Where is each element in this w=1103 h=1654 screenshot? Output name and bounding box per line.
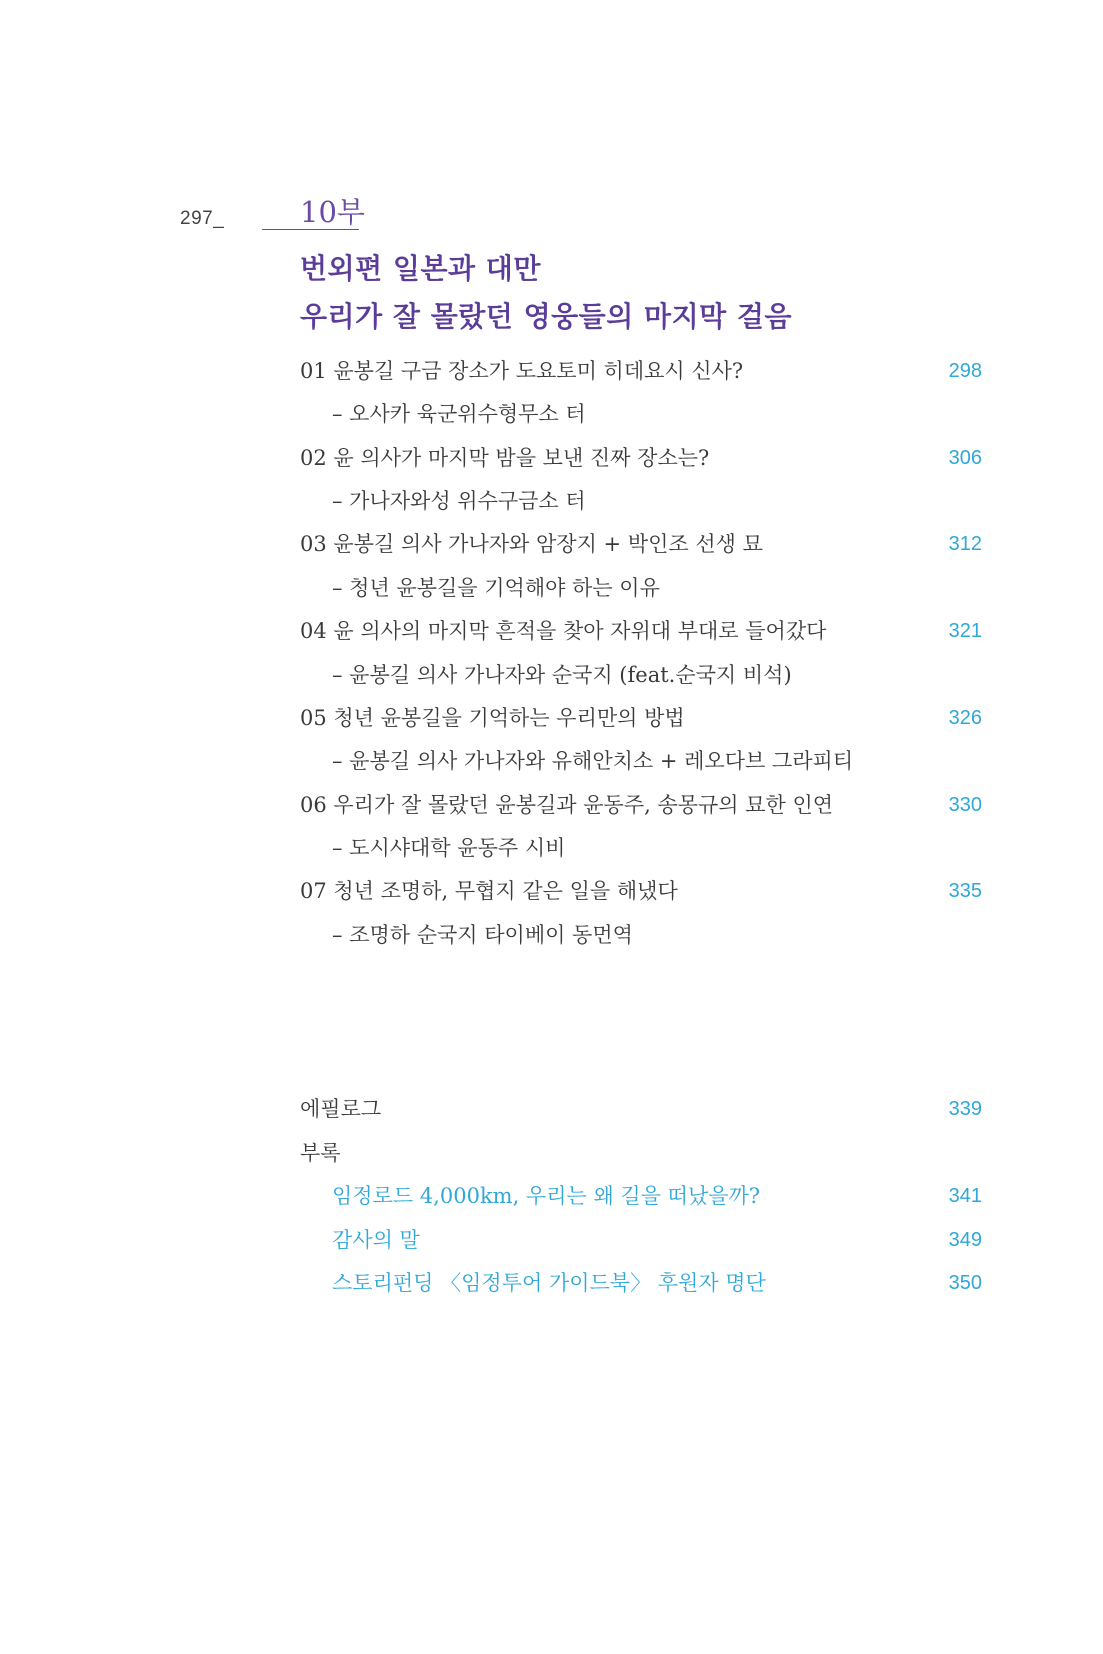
toc-entry-page: 339 <box>948 1098 982 1120</box>
toc-entry-page: 321 <box>948 620 982 642</box>
toc-entry-06[interactable] <box>300 790 982 820</box>
toc-entry-title: 04 윤 의사의 마지막 흔적을 찾아 자위대 부대로 들어갔다 <box>300 619 827 643</box>
toc-appendix-item-3[interactable] <box>300 1268 982 1298</box>
toc-entry-title: 에필로그 <box>300 1097 382 1121</box>
toc-entry-subtitle-07 <box>300 920 982 950</box>
toc-entry-subtitle: – 청년 윤봉길을 기억해야 하는 이유 <box>332 576 660 600</box>
toc-entry-page: 349 <box>948 1229 982 1251</box>
toc-entry-subtitle: – 윤봉길 의사 가나자와 유해안치소 + 레오다브 그라피티 <box>332 749 854 773</box>
toc-entry-title: 07 청년 조명하, 무협지 같은 일을 해냈다 <box>300 879 678 903</box>
toc-entry-03[interactable] <box>300 529 982 559</box>
toc-appendix-item-1[interactable] <box>300 1181 982 1211</box>
toc-entry-title: 03 윤봉길 의사 가나자와 암장지 + 박인조 선생 묘 <box>300 532 763 556</box>
toc-entry-title: 06 우리가 잘 몰랐던 윤봉길과 윤동주, 송몽규의 묘한 인연 <box>300 793 834 817</box>
toc-entry-title: 감사의 말 <box>332 1228 420 1252</box>
toc-entry-page: 306 <box>948 447 982 469</box>
toc-entry-07[interactable] <box>300 876 982 906</box>
toc-appendix-label <box>300 1138 982 1168</box>
toc-entry-subtitle: – 가나자와성 위수구금소 터 <box>332 489 586 513</box>
part-label: 10부 <box>300 195 365 229</box>
toc-entry-subtitle-05 <box>300 746 982 776</box>
toc-entry-page: 341 <box>948 1185 982 1207</box>
toc-entry-title: 05 청년 윤봉길을 기억하는 우리만의 방법 <box>300 706 685 730</box>
toc-entry-title: 02 윤 의사가 마지막 밤을 보낸 진짜 장소는? <box>300 446 710 470</box>
part-title <box>300 245 792 341</box>
toc-entry-epilogue[interactable] <box>300 1094 982 1124</box>
toc-entry-page: 312 <box>948 533 982 555</box>
toc-entry-subtitle: – 도시샤대학 윤동주 시비 <box>332 836 566 860</box>
page-marker: 297_ <box>180 208 225 229</box>
toc-entry-subtitle-04 <box>300 660 982 690</box>
toc-entry-01[interactable] <box>300 356 982 386</box>
toc-entry-page: 335 <box>948 880 982 902</box>
toc-entry-subtitle: – 윤봉길 의사 가나자와 순국지 (feat.순국지 비석) <box>332 663 792 687</box>
toc-entry-subtitle-02 <box>300 486 982 516</box>
toc-entry-05[interactable] <box>300 703 982 733</box>
toc-entry-subtitle-01 <box>300 399 982 429</box>
toc-entry-subtitle: – 조명하 순국지 타이베이 동먼역 <box>332 923 633 947</box>
toc-entry-page: 330 <box>948 794 982 816</box>
toc-entry-page: 350 <box>948 1272 982 1294</box>
toc-entry-page: 326 <box>948 707 982 729</box>
toc-entry-title: 01 윤봉길 구금 장소가 도요토미 히데요시 신사? <box>300 359 744 383</box>
toc-entry-title: 스토리펀딩 〈임정투어 가이드북〉 후원자 명단 <box>332 1271 766 1295</box>
toc-appendix-item-2[interactable] <box>300 1225 982 1255</box>
toc-entry-subtitle-03 <box>300 573 982 603</box>
toc-entry-04[interactable] <box>300 616 982 646</box>
toc-entry-title: 임정로드 4,000km, 우리는 왜 길을 떠났을까? <box>332 1184 761 1208</box>
toc-entry-subtitle: – 오사카 육군위수형무소 터 <box>332 402 586 426</box>
part-title-line-2: 우리가 잘 몰랐던 영웅들의 마지막 걸음 <box>300 300 793 333</box>
part-title-line-1: 번외편 일본과 대만 <box>300 252 541 285</box>
appendix-label: 부록 <box>300 1141 341 1165</box>
toc-entry-subtitle-06 <box>300 833 982 863</box>
toc-entry-page: 298 <box>948 360 982 382</box>
toc-entry-02[interactable] <box>300 443 982 473</box>
